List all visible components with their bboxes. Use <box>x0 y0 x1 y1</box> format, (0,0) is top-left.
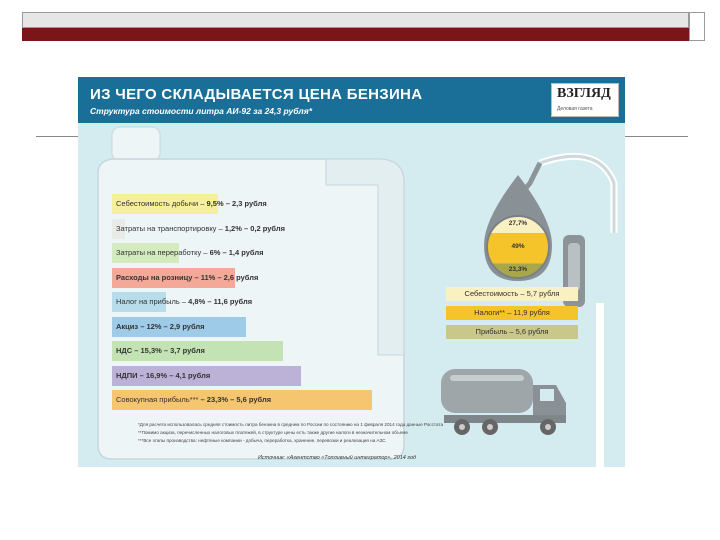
legend-item-2: Налоги** – 11,9 рубля <box>446 306 578 320</box>
footnote-3: ***Все этапы производства: нефтяные компании - добыча, переработка, хранение, перевозки и реализация на АЗС <box>138 438 386 443</box>
bar-label-4 <box>116 268 258 288</box>
pie-label-3: 23,3% <box>508 265 528 273</box>
bar-label-1 <box>116 194 267 214</box>
bar-label-3 <box>116 243 264 263</box>
chart-title: ИЗ ЧЕГО СКЛАДЫВАЕТСЯ ЦЕНА БЕНЗИНА <box>90 86 423 103</box>
bar-label-value: НДПИ – 16,9% – 4,1 рубля <box>116 370 211 380</box>
bar-label-value: Акциз – 12% – 2,9 рубля <box>116 321 205 331</box>
slide-corner-box <box>689 12 705 41</box>
bar-label-8 <box>116 366 210 386</box>
chart-subtitle: Структура стоимости литра АИ-92 за 24,3 рубля* <box>90 106 313 116</box>
source-note: Источник: «Агентство «Топливный интегратор», 2014 год <box>258 455 417 461</box>
legend-item-3: Прибыль – 5,6 рубля <box>446 325 578 339</box>
publisher-logo <box>551 83 619 117</box>
infographic <box>78 77 625 467</box>
bar-label-value: НДС – 15,3% – 3,7 рубля <box>116 346 205 355</box>
bar-label-value: 1,2% – 0,2 рубля <box>224 223 285 233</box>
footnote-1: *Для расчета использовалась средняя стоимость литра бензина в среднем по России по состоянию на 1 февраля 2014 года данные Росстата <box>138 422 444 427</box>
footnote-2: **Помимо акциза, перечисленных налоговых платежей, в структуре цены есть также другие налоги в незначительном объеме <box>138 430 408 435</box>
legend-item-1: Себестоимость – 5,7 рубля <box>446 287 578 301</box>
bar-label-6 <box>116 317 205 337</box>
bar-label-prefix: Затраты на транспортировку – <box>116 223 225 233</box>
bar-label-prefix: Совокупная прибыль*** <box>116 395 201 404</box>
chart-header <box>78 77 625 123</box>
slide-top-bar <box>22 12 689 28</box>
bar-label-value: 9,5% – 2,3 рубля <box>206 199 267 208</box>
logo-subtitle: Деловая газета <box>557 106 593 112</box>
pie-label-1: 27,7% <box>508 219 528 227</box>
bar-label-value: Расходы на розницу – 11% – 2,6 рубля <box>116 272 259 282</box>
bar-label-2 <box>116 219 285 239</box>
bar-label-5 <box>116 292 252 312</box>
bar-label-value: 4,8% – 11,6 рубля <box>188 297 253 306</box>
bar-label-9 <box>116 390 271 410</box>
bar-label-prefix: Себестоимость добычи – <box>116 199 207 208</box>
bar-label-value: – 23,3% – 5,6 рубля <box>200 395 272 404</box>
bar-label-prefix: Затраты на переработку – <box>116 248 210 257</box>
logo-name: ВЗГЛЯД <box>557 86 611 101</box>
truck-illustration <box>441 369 566 435</box>
bar-label-value: 6% – 1,4 рубля <box>209 248 264 257</box>
slide-top-accent <box>22 28 689 41</box>
pie-label-2: 49% <box>511 243 525 251</box>
bar-label-prefix: Налог на прибыль – <box>116 297 189 306</box>
bar-label-7 <box>116 341 205 361</box>
